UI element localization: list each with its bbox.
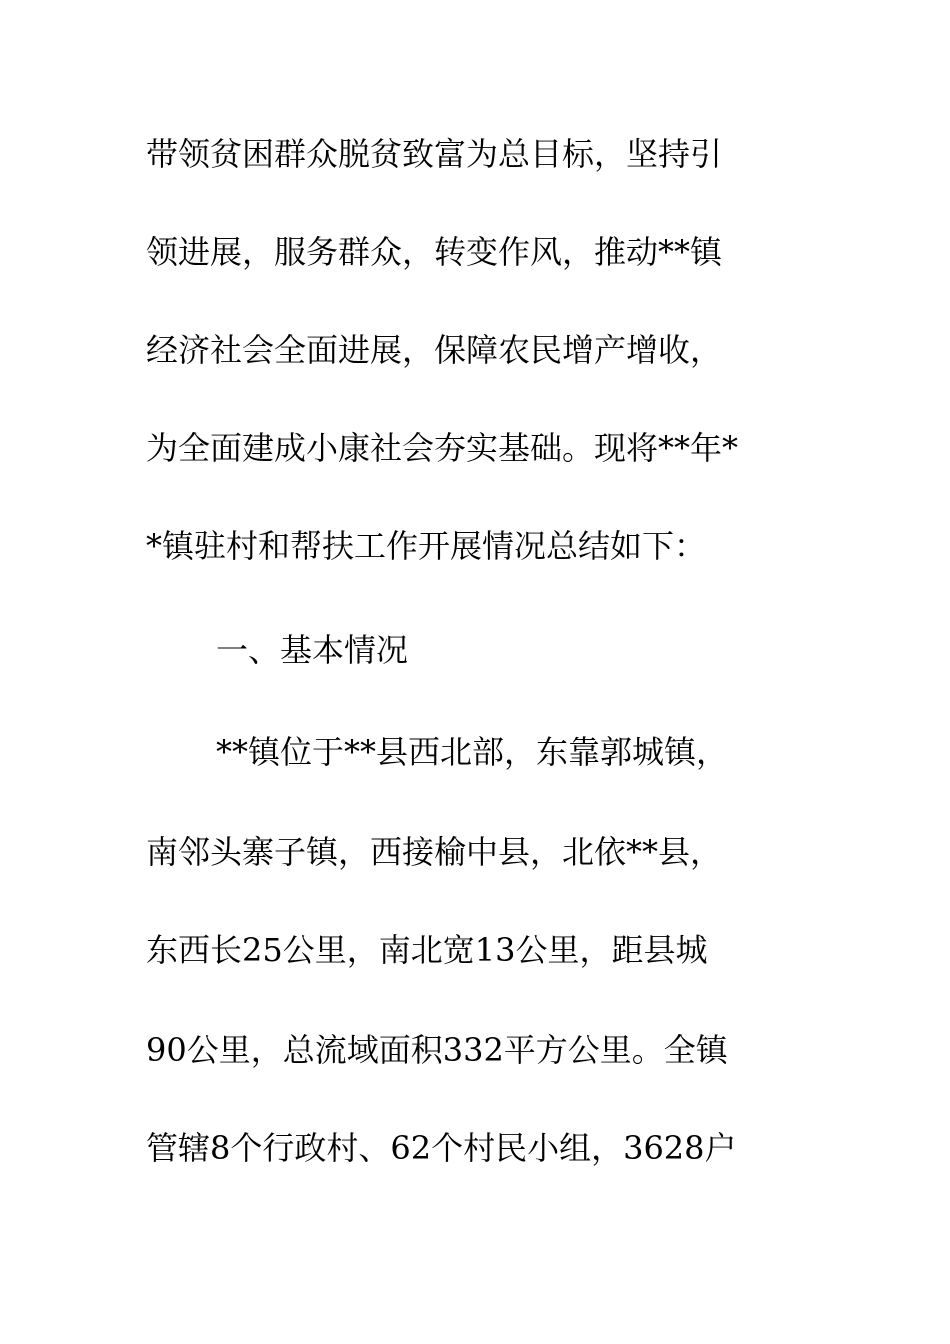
paragraph-line-9: 东西长25公里，南北宽13公里，距县城 bbox=[146, 931, 708, 969]
paragraph-line-2: 领进展，服务群众，转变作风，推动**镇 bbox=[146, 233, 723, 271]
paragraph-line-8: 南邻头寨子镇，西接榆中县，北依**县， bbox=[146, 833, 723, 871]
paragraph-line-1: 带领贫困群众脱贫致富为总目标，坚持引 bbox=[146, 135, 723, 173]
paragraph-line-7: **镇位于**县西北部，东靠郭城镇， bbox=[216, 733, 729, 771]
paragraph-line-10: 90公里，总流域面积332平方公里。全镇 bbox=[146, 1031, 728, 1069]
paragraph-line-3: 经济社会全面进展，保障农民增产增收， bbox=[146, 331, 723, 369]
paragraph-line-11: 管辖8个行政村、62个村民小组，3628户 bbox=[146, 1129, 737, 1167]
paragraph-line-4: 为全面建成小康社会夯实基础。现将**年* bbox=[146, 429, 739, 467]
section-heading: 一、基本情况 bbox=[216, 631, 409, 669]
paragraph-line-5: *镇驻村和帮扶工作开展情况总结如下： bbox=[146, 527, 707, 565]
